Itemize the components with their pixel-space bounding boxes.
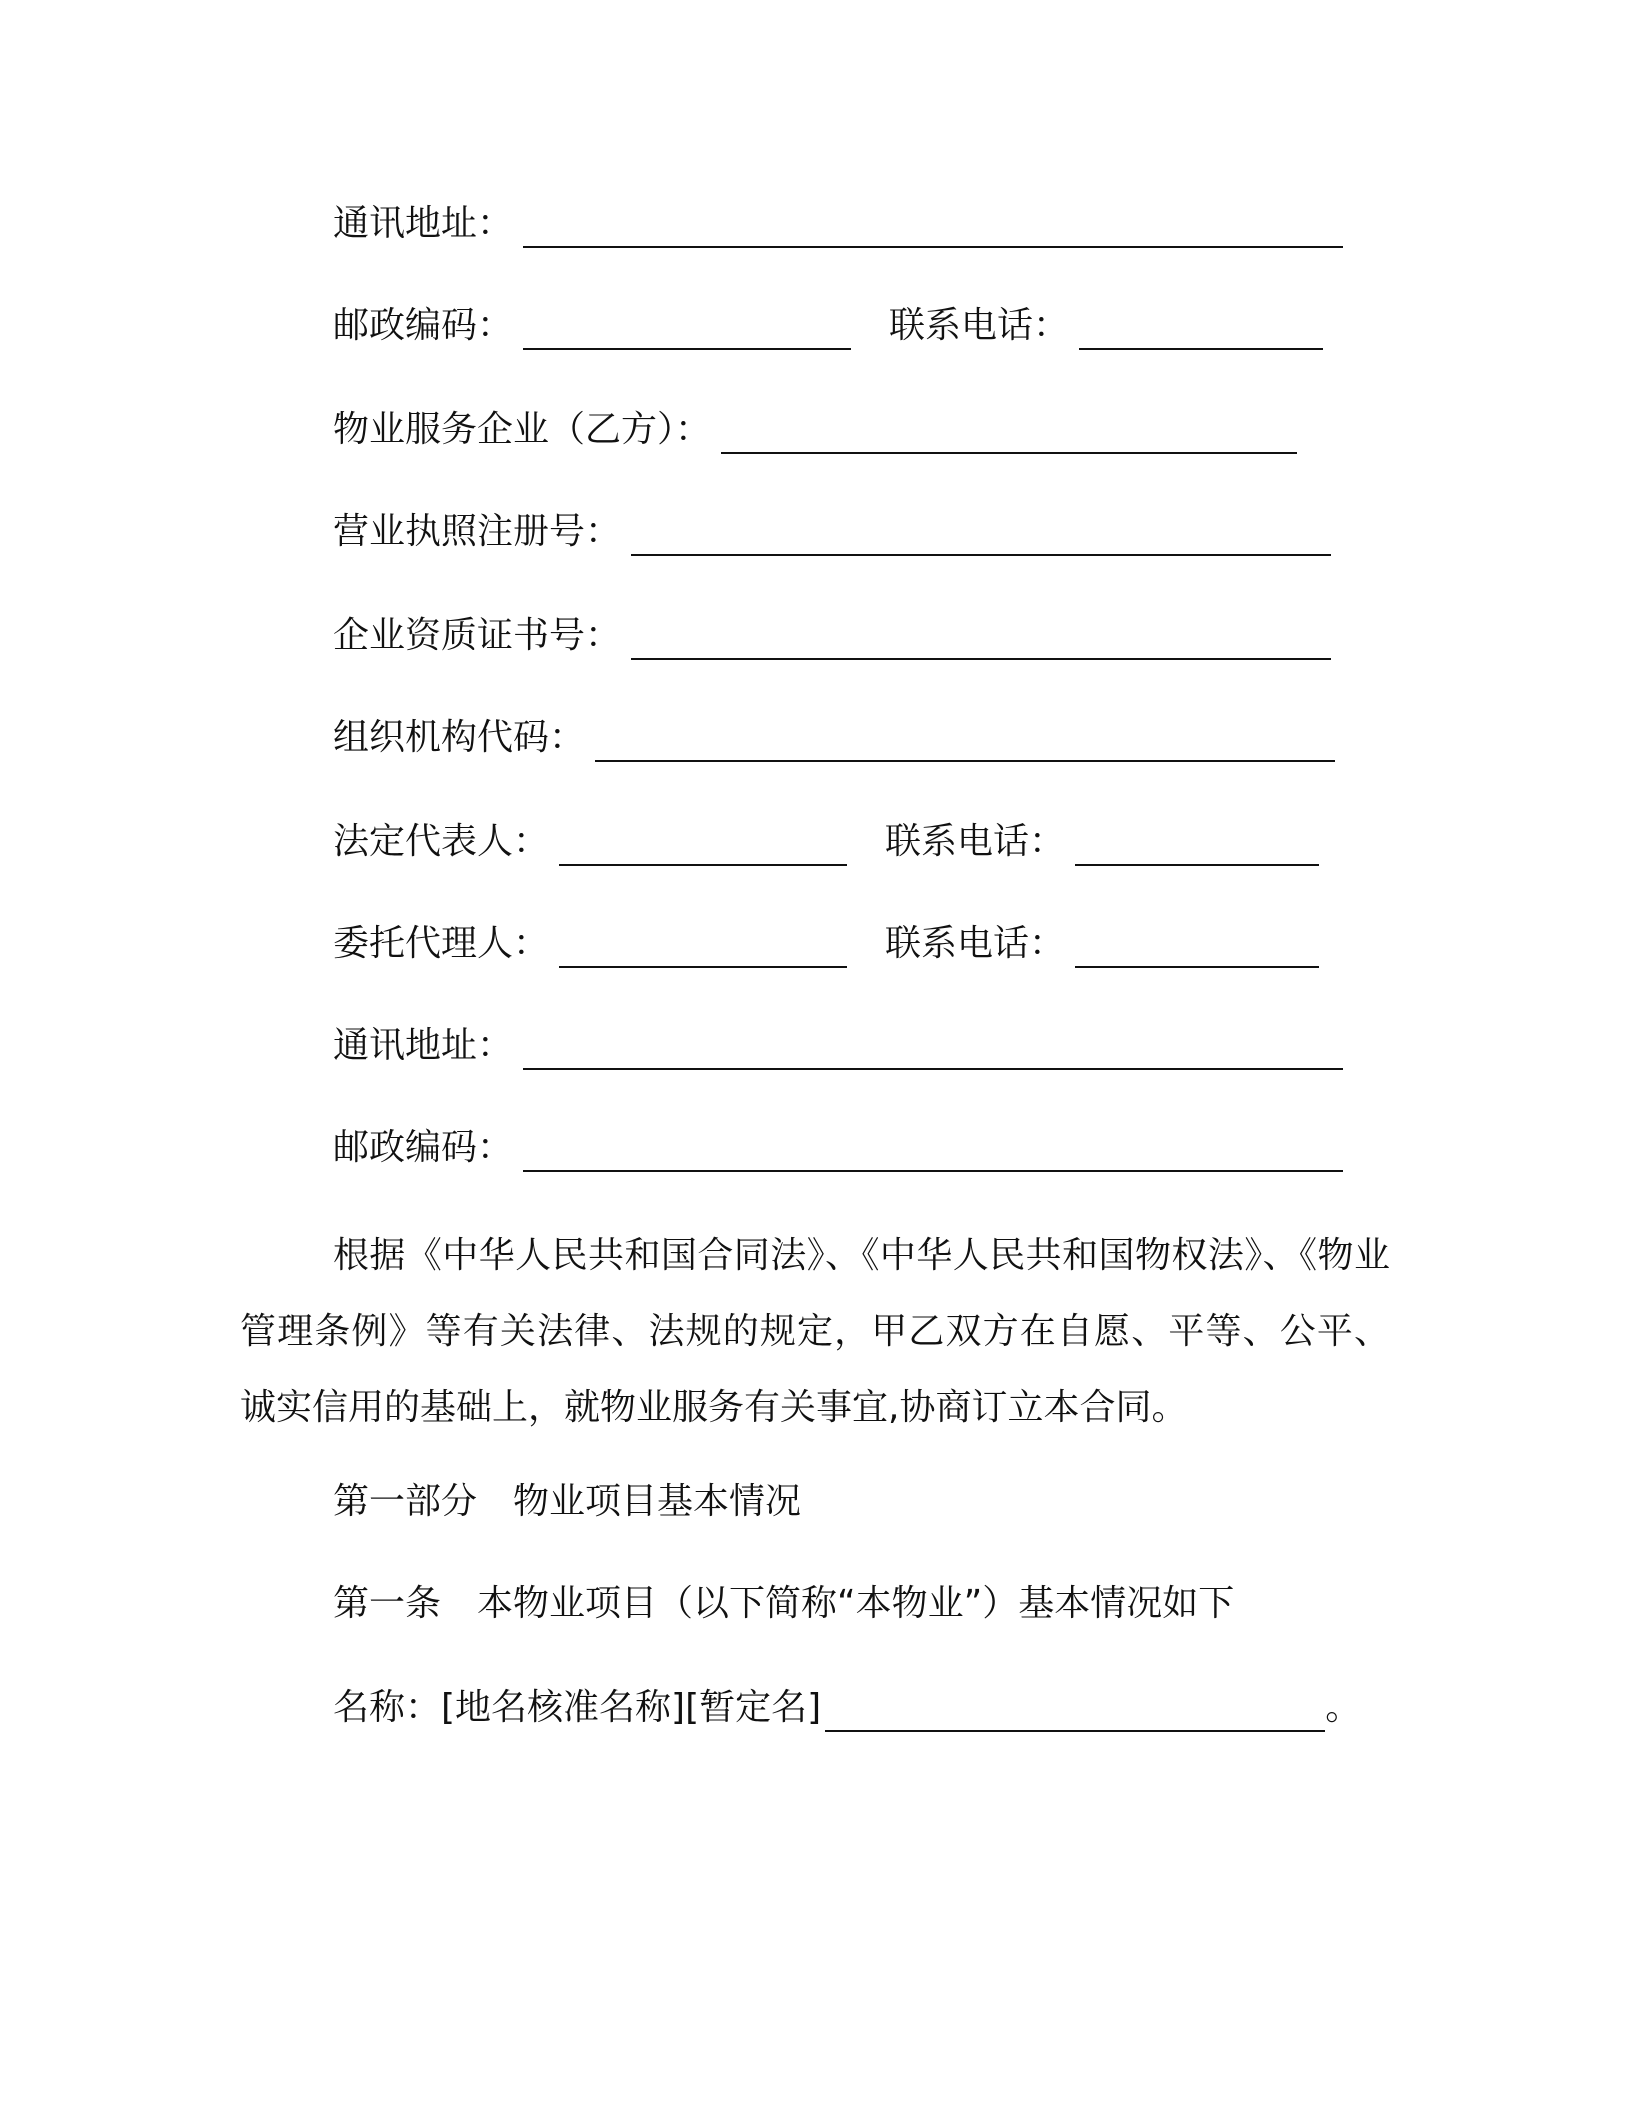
cert-label: 企业资质证书号： — [333, 615, 622, 656]
postcode-b-line — [333, 1124, 1343, 1172]
phone-a-label: 联系电话： — [889, 305, 1070, 346]
company-b-label: 物业服务企业（乙方）： — [333, 409, 712, 450]
cert-blank[interactable] — [631, 624, 1331, 660]
cert-line — [333, 612, 1331, 660]
address-b-line — [333, 1022, 1343, 1070]
postcode-a-blank[interactable] — [523, 314, 851, 350]
article-heading-text: 第一条 本物业项目（以下简称“本物业”）基本情况如下 — [333, 1583, 1235, 1624]
intro-paragraph: 根据《中华人民共和国合同法》、《中华人民共和国物权法》、《物业管理条例》等有关法律、法规的规定，甲乙双方在自愿、平等、公平、诚实信用的基础上，就物业服务有关事宜,协商订立本合同。 — [240, 1235, 1390, 1428]
phone-agent-blank[interactable] — [1075, 932, 1319, 968]
name-end: 。 — [1325, 1687, 1362, 1728]
phone-legal-blank[interactable] — [1075, 830, 1319, 866]
legal-rep-line — [333, 818, 1319, 866]
org-code-line — [333, 714, 1335, 762]
agent-blank[interactable] — [559, 932, 847, 968]
name-label: 名称：[地名核准名称][暂定名] — [333, 1687, 822, 1728]
agent-label: 委托代理人： — [333, 923, 550, 964]
phone-agent-label: 联系电话： — [885, 923, 1066, 964]
postcode-phone-a-line — [333, 302, 1323, 350]
address-a-label: 通讯地址： — [333, 203, 514, 244]
part-heading — [333, 1478, 801, 1526]
phone-a-blank[interactable] — [1079, 314, 1323, 350]
address-a-line — [333, 200, 1343, 248]
name-blank[interactable] — [825, 1696, 1325, 1732]
address-b-blank[interactable] — [523, 1034, 1343, 1070]
legal-rep-blank[interactable] — [559, 830, 847, 866]
name-line — [333, 1684, 1361, 1732]
legal-rep-label: 法定代表人： — [333, 821, 550, 862]
license-label: 营业执照注册号： — [333, 511, 622, 552]
company-b-line — [333, 406, 1297, 454]
part-heading-text: 第一部分 物业项目基本情况 — [333, 1481, 802, 1522]
postcode-a-label: 邮政编码： — [333, 305, 514, 346]
address-a-blank[interactable] — [523, 212, 1343, 248]
address-b-label: 通讯地址： — [333, 1025, 514, 1066]
postcode-b-label: 邮政编码： — [333, 1127, 514, 1168]
license-blank[interactable] — [631, 520, 1331, 556]
license-line — [333, 508, 1331, 556]
phone-legal-label: 联系电话： — [885, 821, 1066, 862]
article-heading — [333, 1580, 1234, 1628]
org-code-label: 组织机构代码： — [333, 717, 586, 758]
agent-line — [333, 920, 1319, 968]
org-code-blank[interactable] — [595, 726, 1335, 762]
company-b-blank[interactable] — [721, 418, 1297, 454]
postcode-b-blank[interactable] — [523, 1136, 1343, 1172]
